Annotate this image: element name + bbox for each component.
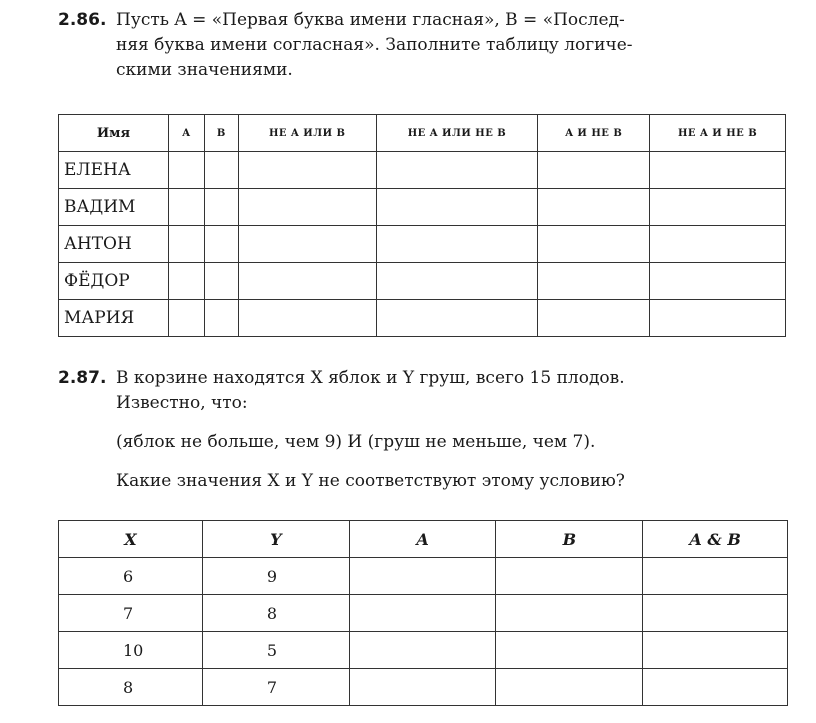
name-cell: МАРИЯ — [59, 300, 169, 337]
answer-cell[interactable] — [496, 632, 643, 669]
problem-2-86-line-2: няя буква имени согласная». Заполните таблицу логиче- — [116, 35, 633, 55]
name-cell: ЕЛЕНА — [59, 152, 169, 189]
problem-number: 2.87. — [58, 368, 107, 388]
answer-cell[interactable] — [168, 300, 204, 337]
column-header-not-a-and-not-b: НЕ A И НЕ B — [650, 115, 786, 152]
answer-cell[interactable] — [168, 152, 204, 189]
table-row — [59, 189, 786, 226]
answer-cell[interactable] — [238, 300, 376, 337]
answer-cell[interactable] — [349, 669, 496, 706]
answer-cell[interactable] — [643, 669, 788, 706]
table-row — [59, 632, 788, 669]
answer-cell[interactable] — [238, 152, 376, 189]
answer-cell[interactable] — [238, 189, 376, 226]
problem-2-87-question: Какие значения X и Y не соответствуют этому условию? — [116, 471, 625, 491]
table-row — [59, 263, 786, 300]
answer-cell[interactable] — [204, 300, 238, 337]
table-header-row — [59, 521, 788, 558]
xy-table — [58, 520, 788, 706]
answer-cell[interactable] — [376, 189, 538, 226]
answer-cell[interactable] — [349, 595, 496, 632]
problem-2-86-line-1 — [58, 8, 793, 33]
answer-cell[interactable] — [643, 595, 788, 632]
answer-cell[interactable] — [538, 263, 650, 300]
table-row — [59, 226, 786, 263]
answer-cell[interactable] — [204, 226, 238, 263]
answer-cell[interactable] — [650, 263, 786, 300]
x-value-cell: 8 — [59, 669, 203, 706]
answer-cell[interactable] — [650, 152, 786, 189]
answer-cell[interactable] — [376, 300, 538, 337]
answer-cell[interactable] — [650, 189, 786, 226]
problem-2-87-line-2: Известно, что: — [116, 393, 248, 413]
column-header-not-a-or-not-b: НЕ A ИЛИ НЕ B — [376, 115, 538, 152]
answer-cell[interactable] — [168, 189, 204, 226]
column-header-x: X — [59, 521, 203, 558]
answer-cell[interactable] — [168, 263, 204, 300]
answer-cell[interactable] — [204, 189, 238, 226]
answer-cell[interactable] — [168, 226, 204, 263]
answer-cell[interactable] — [376, 263, 538, 300]
column-header-not-a-or-b: НЕ A ИЛИ B — [238, 115, 376, 152]
problem-2-86-line-3: скими значениями. — [116, 60, 293, 80]
answer-cell[interactable] — [376, 152, 538, 189]
answer-cell[interactable] — [496, 558, 643, 595]
answer-cell[interactable] — [204, 263, 238, 300]
table-header-row — [59, 115, 786, 152]
problem-number: 2.86. — [58, 10, 107, 30]
answer-cell[interactable] — [496, 595, 643, 632]
answer-cell[interactable] — [538, 226, 650, 263]
answer-cell[interactable] — [349, 632, 496, 669]
table-row — [59, 558, 788, 595]
column-header-a: A — [349, 521, 496, 558]
answer-cell[interactable] — [496, 669, 643, 706]
answer-cell[interactable] — [238, 226, 376, 263]
problem-text: Пусть A = «Первая буква имени гласная», B = «Послед- — [116, 10, 625, 30]
y-value-cell: 5 — [202, 632, 349, 669]
answer-cell[interactable] — [238, 263, 376, 300]
answer-cell[interactable] — [204, 152, 238, 189]
name-cell: ВАДИМ — [59, 189, 169, 226]
problem-text: В корзине находятся X яблок и Y груш, всего 15 плодов. — [116, 368, 625, 388]
answer-cell[interactable] — [349, 558, 496, 595]
column-header-y: Y — [202, 521, 349, 558]
column-header-a: A — [168, 115, 204, 152]
x-value-cell: 10 — [59, 632, 203, 669]
answer-cell[interactable] — [650, 226, 786, 263]
table-row — [59, 300, 786, 337]
x-value-cell: 7 — [59, 595, 203, 632]
answer-cell[interactable] — [643, 632, 788, 669]
answer-cell[interactable] — [643, 558, 788, 595]
answer-cell[interactable] — [650, 300, 786, 337]
column-header-name: Имя — [59, 115, 169, 152]
column-header-a-and-not-b: A И НЕ B — [538, 115, 650, 152]
truth-table-names — [58, 114, 786, 337]
table-row — [59, 595, 788, 632]
y-value-cell: 8 — [202, 595, 349, 632]
answer-cell[interactable] — [538, 300, 650, 337]
column-header-a-and-b: A & B — [643, 521, 788, 558]
answer-cell[interactable] — [376, 226, 538, 263]
y-value-cell: 7 — [202, 669, 349, 706]
answer-cell[interactable] — [538, 152, 650, 189]
y-value-cell: 9 — [202, 558, 349, 595]
problem-2-86 — [58, 8, 793, 83]
problem-2-87 — [58, 366, 793, 494]
problem-2-87-line-1 — [58, 366, 793, 391]
answer-cell[interactable] — [538, 189, 650, 226]
column-header-b: B — [496, 521, 643, 558]
x-value-cell: 6 — [59, 558, 203, 595]
name-cell: АНТОН — [59, 226, 169, 263]
name-cell: ФЁДОР — [59, 263, 169, 300]
table-row — [59, 669, 788, 706]
column-header-b: B — [204, 115, 238, 152]
problem-2-87-condition: (яблок не больше, чем 9) И (груш не меньше, чем 7). — [116, 432, 596, 452]
table-row — [59, 152, 786, 189]
